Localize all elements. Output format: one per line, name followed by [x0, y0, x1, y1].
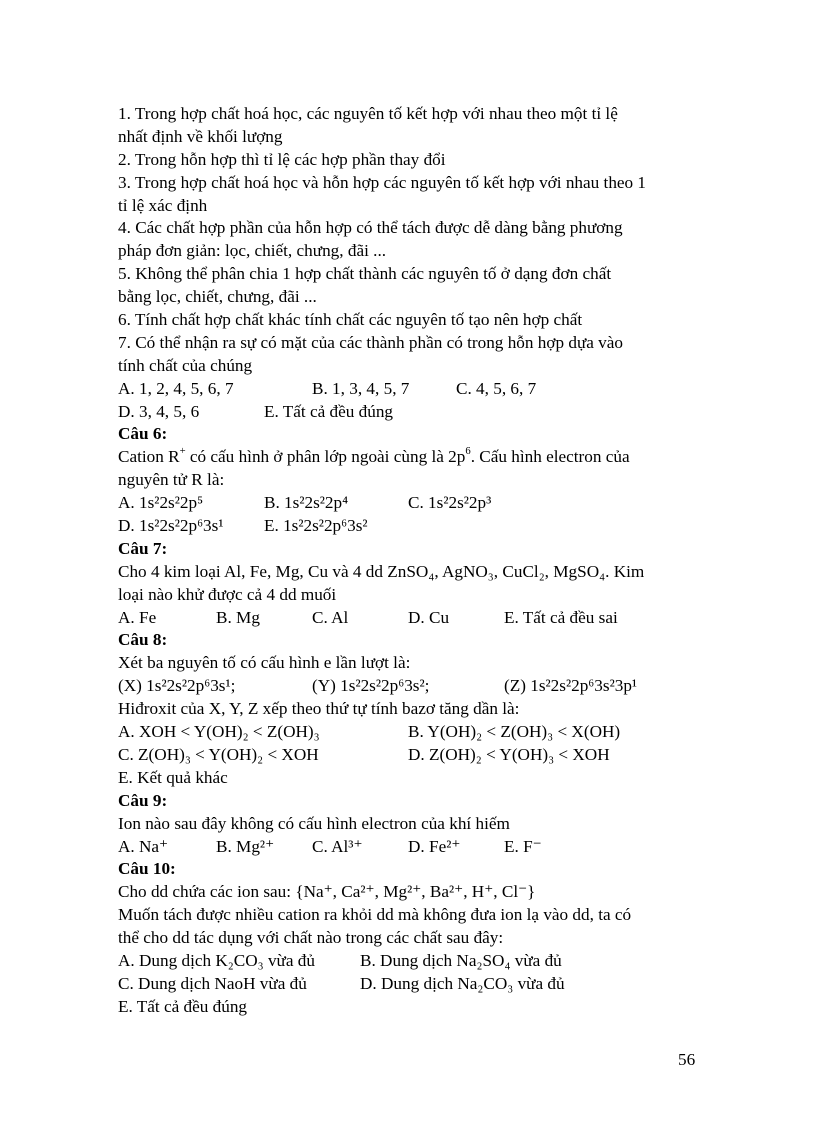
- statement-line: 2. Trong hỗn hợp thì tỉ lệ các hợp phần thay đổi: [118, 149, 446, 169]
- statement-line: 1. Trong hợp chất hoá học, các nguyên tố kết hợp với nhau theo một tỉ lệ: [118, 104, 618, 123]
- statement-line: 6. Tính chất hợp chất khác tính chất các nguyên tố tạo nên hợp chất: [118, 310, 583, 330]
- q6-options-row-2: [118, 515, 718, 538]
- q8-config-x: (X) 1s²2s²2p⁶3s¹;: [118, 676, 236, 696]
- q8-option-c: C. Z(OH)₃ < Y(OH)₂ < XOH: [118, 744, 319, 764]
- statement-line: 3. Trong hợp chất hoá học và hỗn hợp các nguyên tố kết hợp với nhau theo 1: [118, 172, 647, 192]
- q10-option-e: E. Tất cả đều đúng: [118, 996, 248, 1016]
- q9-option-a: A. Na⁺: [118, 836, 169, 856]
- statement-line: bằng lọc, chiết, chưng, đãi ...: [118, 287, 317, 307]
- q9-options-row: [118, 836, 718, 859]
- q10-option-c: C. Dung dịch NaoH vừa đủ: [118, 973, 307, 993]
- q8-config-y: (Y) 1s²2s²2p⁶3s²;: [312, 676, 430, 696]
- q8-option-b: B. Y(OH)₂ < Z(OH)₃ < X(OH): [408, 722, 621, 742]
- q5-option-d: D. 3, 4, 5, 6: [118, 401, 200, 421]
- question-7-title: Câu 7:: [118, 538, 168, 558]
- q7-option-e: E. Tất cả đều sai: [504, 607, 618, 627]
- question-8-stem: Xét ba nguyên tố có cấu hình e lần lượt là:: [118, 653, 411, 673]
- q10-option-a: A. Dung dịch K₂CO₃ vừa đủ: [118, 950, 315, 970]
- q7-option-b: B. Mg: [216, 607, 260, 627]
- question-9-title: Câu 9:: [118, 790, 168, 810]
- q5-option-b: B. 1, 3, 4, 5, 7: [312, 378, 410, 398]
- statement-line: tỉ lệ xác định: [118, 195, 208, 215]
- statement-line: 7. Có thể nhận ra sự có mặt của các thành phần có trong hỗn hợp dựa vào: [118, 332, 624, 352]
- question-9-stem: Ion nào sau đây không có cấu hình electron của khí hiếm: [118, 813, 510, 833]
- q9-option-b: B. Mg²⁺: [216, 836, 275, 856]
- statement-line: 4. Các chất hợp phần của hỗn hợp có thể tách được dễ dàng bằng phương: [118, 218, 623, 238]
- question-6-title: Câu 6:: [118, 424, 168, 444]
- q10-options-row-1: [118, 950, 718, 973]
- statement-line: pháp đơn giản: lọc, chiết, chưng, đãi ...: [118, 241, 387, 261]
- q5-option-a: A. 1, 2, 4, 5, 6, 7: [118, 378, 234, 398]
- q8-config-z: (Z) 1s²2s²2p⁶3s²3p¹: [504, 676, 638, 696]
- question-6-stem-2: nguyên tử R là:: [118, 470, 225, 490]
- q8-option-e: E. Kết quả khác: [118, 767, 228, 787]
- question-8-stem-2: Hiđroxit của X, Y, Z xếp theo thứ tự tính bazơ tăng dần là:: [118, 699, 520, 719]
- q6-option-e: E. 1s²2s²2p⁶3s²: [264, 516, 368, 536]
- q7-options-row: [118, 607, 718, 630]
- q5-options-row-1: [118, 378, 718, 401]
- q5-option-c: C. 4, 5, 6, 7: [456, 378, 537, 398]
- q9-option-d: D. Fe²⁺: [408, 836, 461, 856]
- question-10-stem: Cho dd chứa các ion sau: {Na⁺, Ca²⁺, Mg²⁺, Ba²⁺, H⁺, Cl⁻}: [118, 882, 536, 902]
- statement-line: 5. Không thể phân chia 1 hợp chất thành các nguyên tố ở dạng đơn chất: [118, 264, 612, 284]
- q7-option-c: C. Al: [312, 607, 349, 627]
- document-body: [118, 103, 718, 1019]
- q6-option-b: B. 1s²2s²2p⁴: [264, 493, 349, 513]
- q5-options-row-2: [118, 401, 718, 424]
- q5-option-e: E. Tất cả đều đúng: [264, 401, 394, 421]
- q6-option-c: C. 1s²2s²2p³: [408, 493, 492, 513]
- q8-options-row-1: [118, 721, 718, 744]
- q6-option-a: A. 1s²2s²2p⁵: [118, 493, 204, 513]
- q9-option-c: C. Al³⁺: [312, 836, 363, 856]
- statement-line: tính chất của chúng: [118, 355, 253, 375]
- question-10-title: Câu 10:: [118, 859, 176, 879]
- q8-option-d: D. Z(OH)₂ < Y(OH)₃ < XOH: [408, 744, 610, 764]
- q8-configs-row: [118, 675, 718, 698]
- q7-option-a: A. Fe: [118, 607, 157, 627]
- question-6-stem: Cation R+ có cấu hình ở phân lớp ngoài cùng là $2p^6$. Cấu hình electron của: [118, 446, 630, 467]
- q8-options-row-2: [118, 744, 718, 767]
- q7-option-d: D. Cu: [408, 607, 450, 627]
- question-10-stem-3: thể cho dd tác dụng với chất nào trong các chất sau đây:: [118, 928, 504, 948]
- page-number: 56: [678, 1050, 696, 1069]
- q6-options-row-1: [118, 492, 718, 515]
- question-7-stem: Cho 4 kim loại Al, Fe, Mg, Cu và 4 dd ZnSO₄, AgNO₃, CuCl₂, MgSO₄. Kim: [118, 561, 645, 581]
- question-10-stem-2: Muốn tách được nhiều cation ra khỏi dd mà không đưa ion lạ vào dd, ta có: [118, 905, 632, 925]
- q10-option-d: D. Dung dịch Na₂CO₃ vừa đủ: [360, 973, 565, 993]
- q10-options-row-2: [118, 973, 718, 996]
- statement-line: nhất định về khối lượng: [118, 126, 283, 146]
- question-8-title: Câu 8:: [118, 630, 168, 650]
- q10-option-b: B. Dung dịch Na₂SO₄ vừa đủ: [360, 950, 562, 970]
- q6-option-d: D. 1s²2s²2p⁶3s¹: [118, 516, 224, 536]
- q8-option-a: A. XOH < Y(OH)₂ < Z(OH)₃: [118, 722, 320, 742]
- question-7-stem-2: loại nào khử được cả 4 dd muối: [118, 584, 337, 604]
- q9-option-e: E. F⁻: [504, 836, 542, 856]
